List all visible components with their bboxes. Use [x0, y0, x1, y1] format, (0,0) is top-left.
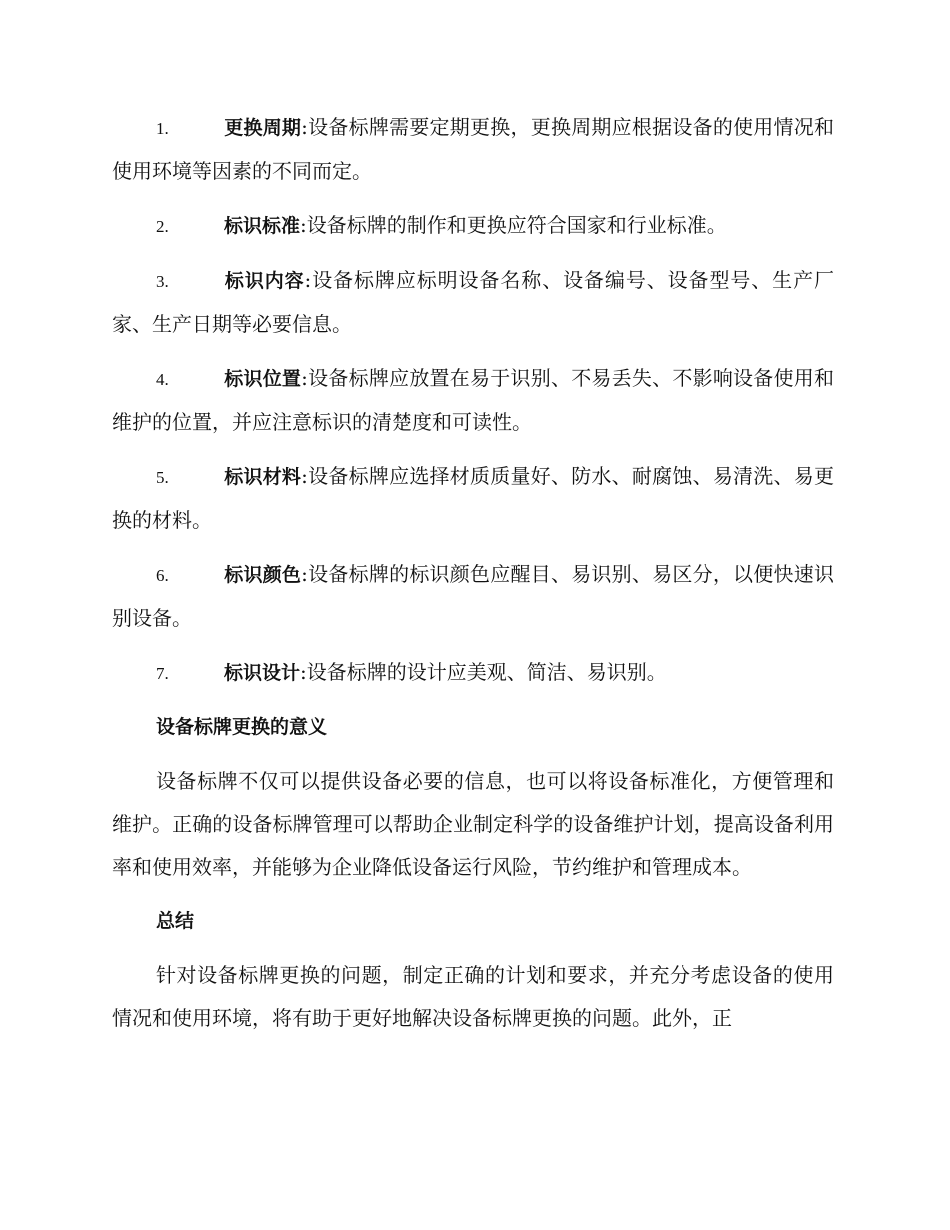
list-separator: :: [300, 213, 307, 237]
list-number: 1.: [156, 119, 169, 138]
document-content: [112, 106, 834, 1051]
list-separator: :: [301, 464, 308, 488]
list-number: 3.: [156, 272, 169, 291]
list-text: 设备标牌应放置在易于识别、不易丢失、不影响设备使用和维护的位置，并应注意标识的清楚度和可读性。: [112, 366, 834, 434]
list-separator: :: [300, 660, 307, 684]
list-item: [112, 259, 834, 346]
list-separator: :: [301, 115, 308, 139]
list-term: 标识位置: [224, 368, 302, 390]
list-term: 标识材料: [224, 466, 302, 488]
list-term: 标识设计: [224, 662, 301, 684]
list-text: 设备标牌的设计应美观、简洁、易识别。: [306, 660, 667, 684]
list-item: [112, 553, 834, 640]
list-term: 更换周期: [224, 117, 302, 139]
list-term: 标识颜色: [224, 564, 302, 586]
list-number: 7.: [156, 664, 169, 683]
section-body-summary: 针对设备标牌更换的问题，制定正确的计划和要求，并充分考虑设备的使用情况和使用环境，将有助于更好地解决设备标牌更换的问题。此外，正: [112, 963, 834, 1030]
list-text: 设备标牌的标识颜色应醒目、易识别、易区分，以便快速识别设备。: [112, 562, 834, 630]
list-separator: :: [304, 268, 312, 292]
list-item: [112, 455, 834, 542]
section-heading-significance: 设备标牌更换的意义: [156, 716, 328, 738]
list-item: [112, 106, 834, 193]
section-heading-summary: 总结: [156, 910, 195, 932]
section-body-significance: 设备标牌不仅可以提供设备必要的信息，也可以将设备标准化，方便管理和维护。正确的设备标牌管理可以帮助企业制定科学的设备维护计划，提高设备利用率和使用效率，并能够为企业降低设备运行风险，节约维护和管理成本。: [112, 769, 834, 879]
list-text: 设备标牌应选择材质质量好、防水、耐腐蚀、易清洗、易更换的材料。: [112, 464, 834, 532]
list-separator: :: [301, 562, 308, 586]
list-text: 设备标牌应标明设备名称、设备编号、设备型号、生产厂家、生产日期等必要信息。: [112, 268, 834, 336]
list-text: 设备标牌需要定期更换，更换周期应根据设备的使用情况和使用环境等因素的不同而定。: [112, 115, 834, 183]
list-term: 标识内容: [224, 270, 305, 292]
list-item: [112, 204, 834, 248]
list-text: 设备标牌的制作和更换应符合国家和行业标准。: [306, 213, 727, 237]
list-item: [112, 357, 834, 444]
list-separator: :: [301, 366, 308, 390]
list-item: [112, 651, 834, 695]
list-number: 6.: [156, 566, 169, 585]
list-term: 标识标准: [224, 215, 301, 237]
list-number: 5.: [156, 468, 169, 487]
list-number: 4.: [156, 370, 169, 389]
list-number: 2.: [156, 217, 169, 236]
